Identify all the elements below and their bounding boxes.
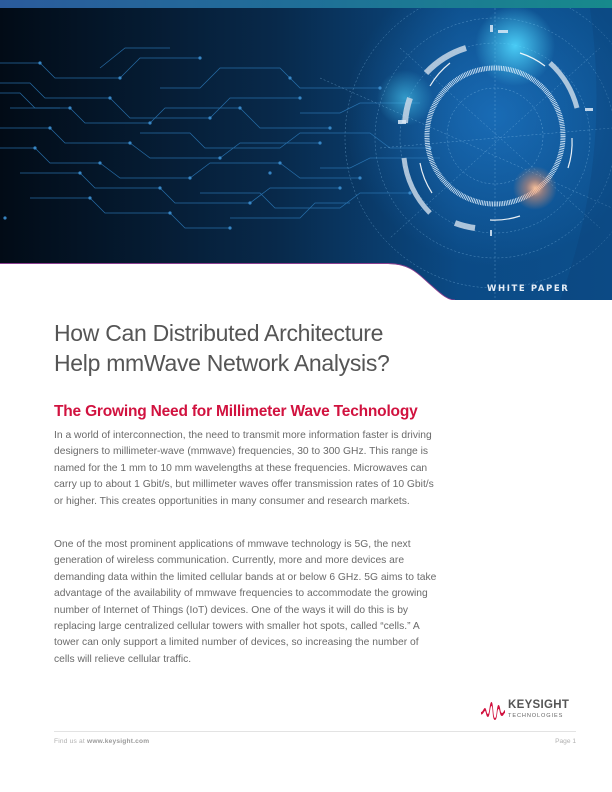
white-paper-label: WHITE PAPER: [487, 284, 570, 294]
title-line-2: Help mmWave Network Analysis?: [54, 350, 390, 376]
keysight-logo: [481, 697, 591, 727]
top-color-bar: [0, 0, 612, 8]
footer-divider: [54, 731, 576, 732]
logo-name: KEYSIGHT: [508, 699, 570, 711]
footer-prefix: Find us at: [54, 738, 87, 745]
section-heading: The Growing Need for Millimeter Wave Technology: [54, 403, 418, 420]
title-line-1: How Can Distributed Architecture: [54, 320, 384, 346]
circuit-radar-illustration: [0, 8, 612, 300]
keysight-wave-icon: [481, 700, 505, 720]
header-banner-image: [0, 8, 612, 300]
body-paragraph-1: In a world of interconnection, the need to transmit more information faster is driving designers to millimeter-wave (mmwave) frequencies, 30 to 300 GHz. This range is named for the 1 mm to 10 mm wavelengths at these frequencies. Microwaves can carry up to about 1 Gbit/s, but millimeter waves offer transmission rates of 10 Gbit/s or higher. This creates opportunities in many consumer and research markets.: [54, 430, 434, 507]
document-title: [54, 318, 474, 378]
footer-website-link[interactable]: www.keysight.com: [87, 738, 150, 745]
logo-subtitle: TECHNOLOGIES: [508, 713, 564, 719]
footer-find-us: [54, 738, 149, 745]
body-paragraph-2: One of the most prominent applications of mmwave technology is 5G, the next generation of wireless communication. Currently, more and more devices are demanding data within the limited cellular bands at or below 6 GHz. 5G aims to take advantage of the availability of mmwave frequencies to accommodate the growing number of Internet of Things (IoT) devices. One of the ways it will do this is by replacing large centralized cellular towers with smaller hot spots, called “cells.” A tower can only support a limited number of devices, so increasing the number of cells will relieve cellular traffic.: [54, 539, 437, 665]
page-number: Page 1: [555, 738, 576, 745]
